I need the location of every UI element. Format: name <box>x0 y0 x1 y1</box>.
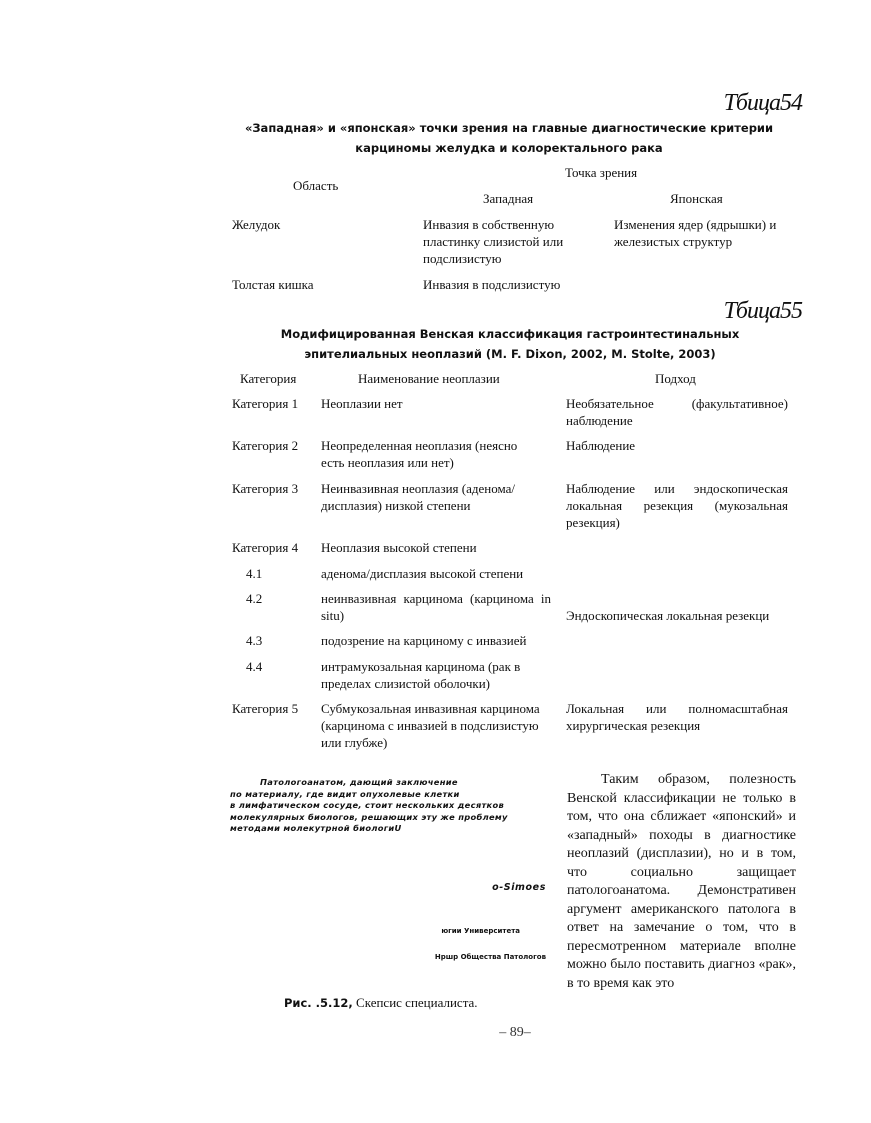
page-number: – 89– <box>499 1025 531 1040</box>
table55-row3-name: Неинвазивная неоплазия (аденома/дисплазия) низкой степени <box>321 481 515 513</box>
figure-caption-text: Скепсис специалиста. <box>356 995 478 1010</box>
quote-line: молекулярных биологов, решающих эту же проблему <box>230 811 508 822</box>
table55-row1-approach: Необязательное (факультативное) наблюдение <box>566 396 788 428</box>
table54-title: «Западная» и «японская» точки зрения на главные диагностические критерии карциномы желудка и колоректального рака <box>244 121 774 155</box>
table54-row1-west: Инвазия в собственную пластинку слизистой или подслизистую <box>423 217 564 266</box>
table55-row42-name: неинвазивная карцинома (карцинома in situ) <box>321 591 551 623</box>
figure-caption <box>284 995 478 1011</box>
table55-row43-category: 4.3 <box>246 633 263 648</box>
table54-row2-west: Инвазия в подслизистую <box>423 277 561 292</box>
table55-row2-name: Неопределенная неоплазия (неясно есть неоплазия или нет) <box>321 438 518 470</box>
table55-row4-category: Категория 4 <box>232 540 299 555</box>
table55-row3-category: Категория 3 <box>232 481 299 496</box>
table55-row5-category: Категория 5 <box>232 701 299 716</box>
figure-affiliation-1: югии Университета <box>441 927 520 935</box>
table55-row44-name: интрамукозальная карцинома (рак в пределах слизистой оболочки) <box>321 659 521 691</box>
table54-header-japan: Японская <box>670 191 723 206</box>
quote-line: по материалу, где видит опухолевые клетки <box>230 788 460 799</box>
table54-header-west: Западная <box>483 191 534 206</box>
table55-row44-category: 4.4 <box>246 659 263 674</box>
table55-header-category: Категория <box>240 371 297 386</box>
table55-row3-approach: Наблюдение или эндоскопическая локальная резекция (мукозальная резекция) <box>566 481 788 530</box>
table55-header-approach: Подход <box>655 371 696 386</box>
table55-header-name: Наименование неоплазии <box>358 371 500 386</box>
figure-quote <box>230 777 550 835</box>
table55-row1-category: Категория 1 <box>232 396 299 411</box>
quote-line: методами молекутрной биологиU <box>230 823 402 833</box>
figure-affiliation-2: Нршр Общества Патологов <box>434 953 546 961</box>
body-text-column <box>567 771 796 993</box>
table55-row5-approach: Локальная или полномасштабная хирургическая резекция <box>566 701 788 733</box>
table55-row41-name: аденома/дисплазия высокой степени <box>321 566 524 581</box>
table55-title: Модифицированная Венская классификация гастроинтестинальных эпителиальных неоплазий (M. F. Dixon, 2002, M. Stolte, 2003) <box>280 327 740 361</box>
table54-row2-area: Толстая кишка <box>232 277 314 292</box>
quote-line: Патологоанатом, дающий заключение <box>260 777 458 787</box>
figure-author: o-Simoes <box>492 882 546 893</box>
table55-row42-category: 4.2 <box>246 591 263 606</box>
table55-row1-name: Неоплазии нет <box>321 396 403 411</box>
quote-line: в лимфатическом сосуде, стоит нескольких десятков <box>230 800 505 810</box>
table54-header-point: Точка зрения <box>565 165 638 180</box>
table55-label: Тбицa55 <box>723 298 802 324</box>
table55-row4-name: Неоплазия высокой степени <box>321 540 477 555</box>
table55-row41-category: 4.1 <box>246 566 263 581</box>
table55-row2-approach: Наблюдение <box>566 438 636 453</box>
table54-row1-area: Желудок <box>232 217 281 232</box>
table55-row2-category: Категория 2 <box>232 438 299 453</box>
table55-row42-approach: Эндоскопическая локальная резекци <box>566 608 770 623</box>
table55-row5-name: Субмукозальная инвазивная карцинома (карцинома с инвазией в подслизистую или глубже) <box>321 701 540 750</box>
figure-caption-number: Рис. .5.12, <box>284 996 353 1010</box>
table54-header-area: Область <box>293 178 339 193</box>
table55-row43-name: подозрение на карциному с инвазией <box>321 633 527 648</box>
table54-label: Тбицa54 <box>723 90 802 116</box>
table54-row1-japan: Изменения ядер (ядрышки) и железистых структур <box>614 217 777 249</box>
body-paragraph: Таким образом, полезность Венской классификации не только в том, что она сближает «японский» и «западный» походы в диагностике неоплазий (дисплазии), но и в том, что социально защищает патологоанатома. Демонстративен аргумент американского патолога в ответ на замечание о том, что в пересмотренном материале вполне можно было поставить диагноз «рак», в то время как это <box>567 772 796 991</box>
